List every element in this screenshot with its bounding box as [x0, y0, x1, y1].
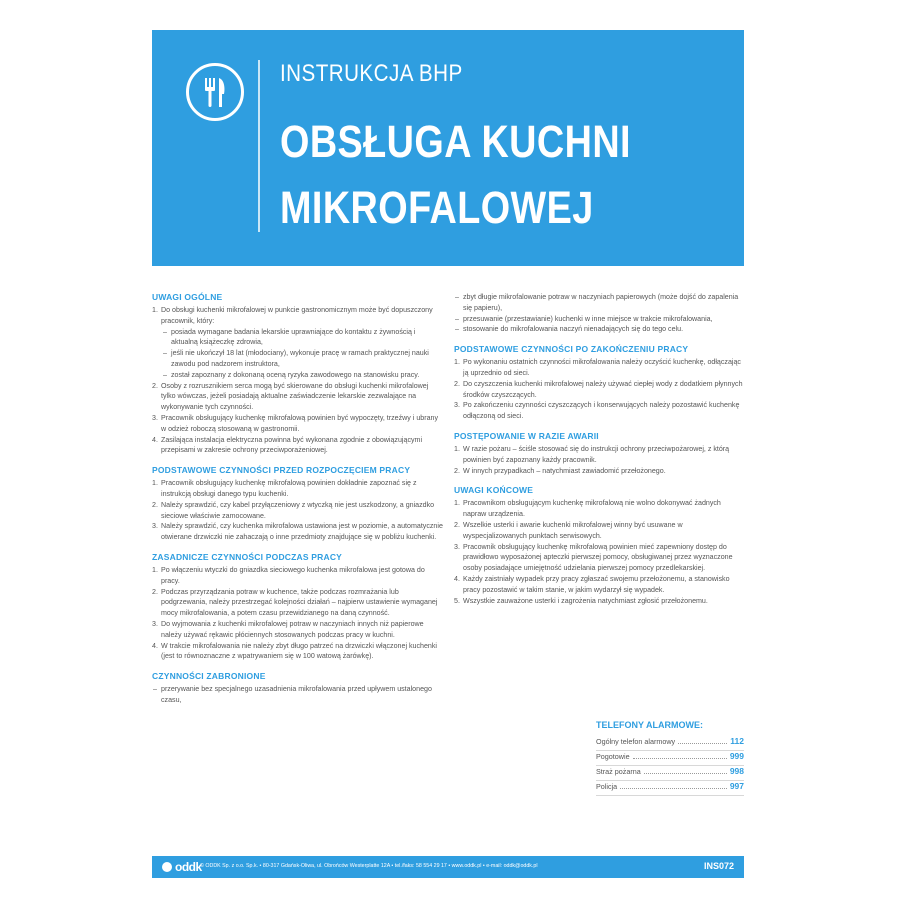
- emergency-phones: [596, 720, 744, 796]
- leader-dots: [620, 783, 727, 789]
- phone-number: 999: [729, 751, 744, 761]
- document-code: INS072: [703, 861, 734, 871]
- phone-label: Straż pożarna: [596, 767, 641, 776]
- phone-label: Policja: [596, 782, 618, 791]
- list-item: 3. Pracownik obsługujący kuchenkę mikrofalową powinien mieć zapewniony dostęp do prawidłowo wyposażonej apteczki pierwszej pomocy, obsługiwanej przez wyznaczone osoby posiadające umiejętność udzielania pierwszej pomocy przedlekarskiej.: [454, 542, 733, 573]
- list-item: 1. W razie pożaru – ściśle stosować się do instrukcji ochrony przeciwpożarowej, z którą powinien być zapoznany każdy pracownik.: [454, 444, 730, 464]
- leader-dots: [644, 768, 727, 774]
- document-title-line-2: MIKROFALOWEJ: [280, 182, 594, 233]
- list-item: 2. Osoby z rozrusznikiem serca mogą być skierowane do obsługi kuchenki mikrofalowej tylko wówczas, jeżeli posiadają aktualne zaświadczenie lekarskie zezwalające na wykonywanie tych czynności.: [152, 381, 429, 412]
- list-item: 4. Zasilająca instalacja elektryczna powinna być wykonana zgodnie z obowiązującymi przepisami w zakresie ochrony przeciwporażeniowej.: [152, 435, 423, 455]
- footer-contact: © ODDK Sp. z o.o. Sp.k. • 80-317 Gdańsk-Oliwa, ul. Obrońców Westerplatte 12A • tel./faks: 58 554 29 17 • www.oddk.pl • e-mail: oddk@oddk.pl: [200, 863, 538, 869]
- footer-bar: [152, 856, 744, 878]
- list-item: – przerywanie bez specjalnego uzasadnienia mikrofalowania przed upływem ustalonego czasu,: [152, 684, 444, 706]
- header-banner: [152, 30, 744, 266]
- section-po-zakonczeniu: [454, 344, 744, 422]
- section-koncowe: [454, 485, 744, 606]
- section-przed-rozpoczeciem: [152, 465, 444, 543]
- list-item: 1. Pracownik obsługujący kuchenkę mikrofalową powinien dokładnie zapoznać się z instrukcją obsługi danego typu kuchenki.: [152, 479, 417, 498]
- list-item: 1. Do obsługi kuchenki mikrofalowej w punkcie gastronomicznym może być dopuszczony pracownik, który: – posiada wymagane badania lekarskie uprawniające do kontaktu z żywnością i aktualną książeczkę zdrowia, – jeśli nie ukończył 18 lat (młodociany), wykonuje pracę w ramach praktycznej nauki zawodu pod nadzorem instruktora, – został zapoznany z dokonaną oceną ryzyka zawodowego na stanowisku pracy.: [152, 305, 444, 381]
- list-item: 4. Każdy zaistniały wypadek przy pracy zgłaszać swojemu przełożonemu, a stanowisko pracy pozostawić w takim stanie, w jakim wydarzył się wypadek.: [454, 574, 730, 594]
- list-item: 1. Po włączeniu wtyczki do gniazdka sieciowego kuchenka mikrofalowa jest gotowa do pracy.: [152, 565, 425, 585]
- phone-label: Pogotowie: [596, 752, 630, 761]
- phone-row: [596, 781, 744, 796]
- sub-list-item: – posiada wymagane badania lekarskie uprawniające do kontaktu z żywnością i aktualną książeczkę zdrowia,: [162, 327, 444, 349]
- document-title-line-1: OBSŁUGA KUCHNI: [280, 116, 631, 167]
- phone-label: Ogólny telefon alarmowy: [596, 737, 676, 746]
- list-item: 2. Podczas przyrządzania potraw w kuchence, także podczas rozmrażania lub podgrzewania, należy przestrzegać kolejności działań – najpierw ustawienie wymaganej mocy mikrofalowania, a potem czasu przewidzianego na daną czynność.: [152, 587, 438, 618]
- section-heading: PODSTAWOWE CZYNNOŚCI PRZED ROZPOCZĘCIEM PRACY: [152, 465, 411, 476]
- fork-knife-icon: [186, 63, 244, 121]
- logo-dot-icon: [162, 862, 172, 872]
- list-item: 3. Po zakończeniu czynności czyszczących i konserwujących należy pozostawić kuchenkę odłączoną od sieci.: [454, 401, 740, 421]
- sub-list-item: – został zapoznany z dokonaną oceną ryzyka zawodowego na stanowisku pracy.: [162, 370, 444, 381]
- right-column: [454, 292, 744, 615]
- sub-list-item: – jeśli nie ukończył 18 lat (młodociany), wykonuje pracę w ramach praktycznej nauki zawodu pod nadzorem instruktora,: [162, 348, 444, 370]
- section-heading: PODSTAWOWE CZYNNOŚCI PO ZAKOŃCZENIU PRACY: [454, 344, 689, 355]
- list-item: 2. W innych przypadkach – natychmiast zawiadomić przełożonego.: [454, 466, 666, 475]
- list-item: 1. Po wykonaniu ostatnich czynności mikrofalowania należy oczyścić kuchenkę, odłączając ją uprzednio od sieci.: [454, 358, 741, 377]
- logo-text: oddk: [175, 860, 202, 874]
- list-item: 1. Pracownikom obsługującym kuchenkę mikrofalową nie wolno dokonywać żadnych napraw urządzenia.: [454, 499, 721, 519]
- list-item: – zbyt długie mikrofalowanie potraw w naczyniach papierowych (może dojść do zapalenia się papieru),: [454, 292, 744, 314]
- list-item: 3. Pracownik obsługujący kuchenkę mikrofalową powinien być wypoczęty, trzeźwy i ubrany w odzież roboczą stosowaną w gastronomii.: [152, 413, 439, 433]
- section-uwagi-ogolne: [152, 292, 444, 456]
- header-divider: [258, 60, 260, 232]
- leader-dots: [678, 738, 727, 744]
- left-column: [152, 292, 444, 715]
- section-heading: CZYNNOŚCI ZABRONIONE: [152, 671, 266, 682]
- phone-row: [596, 736, 744, 751]
- section-heading: ZASADNICZE CZYNNOŚCI PODCZAS PRACY: [152, 551, 343, 562]
- list-item: – przesuwanie (przestawianie) kuchenki w inne miejsce w trakcie mikrofalowania,: [454, 314, 744, 325]
- list-item: 5. Wszystkie zauważone usterki i zagrożenia natychmiast zgłosić przełożonemu.: [454, 596, 708, 605]
- instruction-poster: [152, 30, 744, 882]
- section-zabronione-continued: [454, 292, 744, 335]
- phone-row: [596, 766, 744, 781]
- list-item: 2. Wszelkie usterki i awarie kuchenki mikrofalowej winny być usuwane w wyspecjalizowanych punktach serwisowych.: [454, 520, 683, 540]
- section-heading: UWAGI OGÓLNE: [152, 292, 223, 302]
- list-item: 3. Należy sprawdzić, czy kuchenka mikrofalowa ustawiona jest w poziomie, a automatycznie otwierane drzwiczki nie zahaczają o inne przedmioty znajdujące się w pobliżu kuchenki.: [152, 522, 443, 542]
- section-awaria: [454, 431, 744, 476]
- section-podczas-pracy: [152, 552, 444, 662]
- list-item: 3. Do wyjmowania z kuchenki mikrofalowej potraw w naczyniach innych niż papierowe należy używać rękawic płóciennych stosowanych podczas pracy w kuchni.: [152, 619, 424, 639]
- section-zabronione: [152, 671, 444, 706]
- phone-number: 112: [730, 736, 744, 746]
- section-heading: UWAGI KOŃCOWE: [454, 485, 534, 496]
- list-item: 2. Do czyszczenia kuchenki mikrofalowej należy używać ciepłej wody z dodatkiem płynnych środków czyszczących.: [454, 379, 743, 399]
- phone-number: 998: [729, 766, 744, 776]
- list-item: 2. Należy sprawdzić, czy kabel przyłączeniowy z wtyczką nie jest uszkodzony, a gniazdko sieciowe właściwie zamocowane.: [152, 500, 435, 520]
- phone-row: [596, 751, 744, 766]
- list-item: – stosowanie do mikrofalowania naczyń nienadających się do tego celu.: [454, 324, 744, 335]
- oddk-logo: [162, 858, 202, 876]
- document-kicker: INSTRUKCJA BHP: [280, 60, 463, 87]
- list-item: 4. W trakcie mikrofalowania nie należy zbyt długo patrzeć na drzwiczki włączonej kuchenki (jest to równoznaczne z wpatrywaniem się w 100 watową żarówkę).: [152, 641, 437, 661]
- leader-dots: [633, 753, 727, 759]
- phones-heading: TELEFONY ALARMOWE:: [596, 720, 703, 730]
- phone-number: 997: [729, 781, 744, 791]
- section-heading: POSTĘPOWANIE W RAZIE AWARII: [454, 430, 599, 441]
